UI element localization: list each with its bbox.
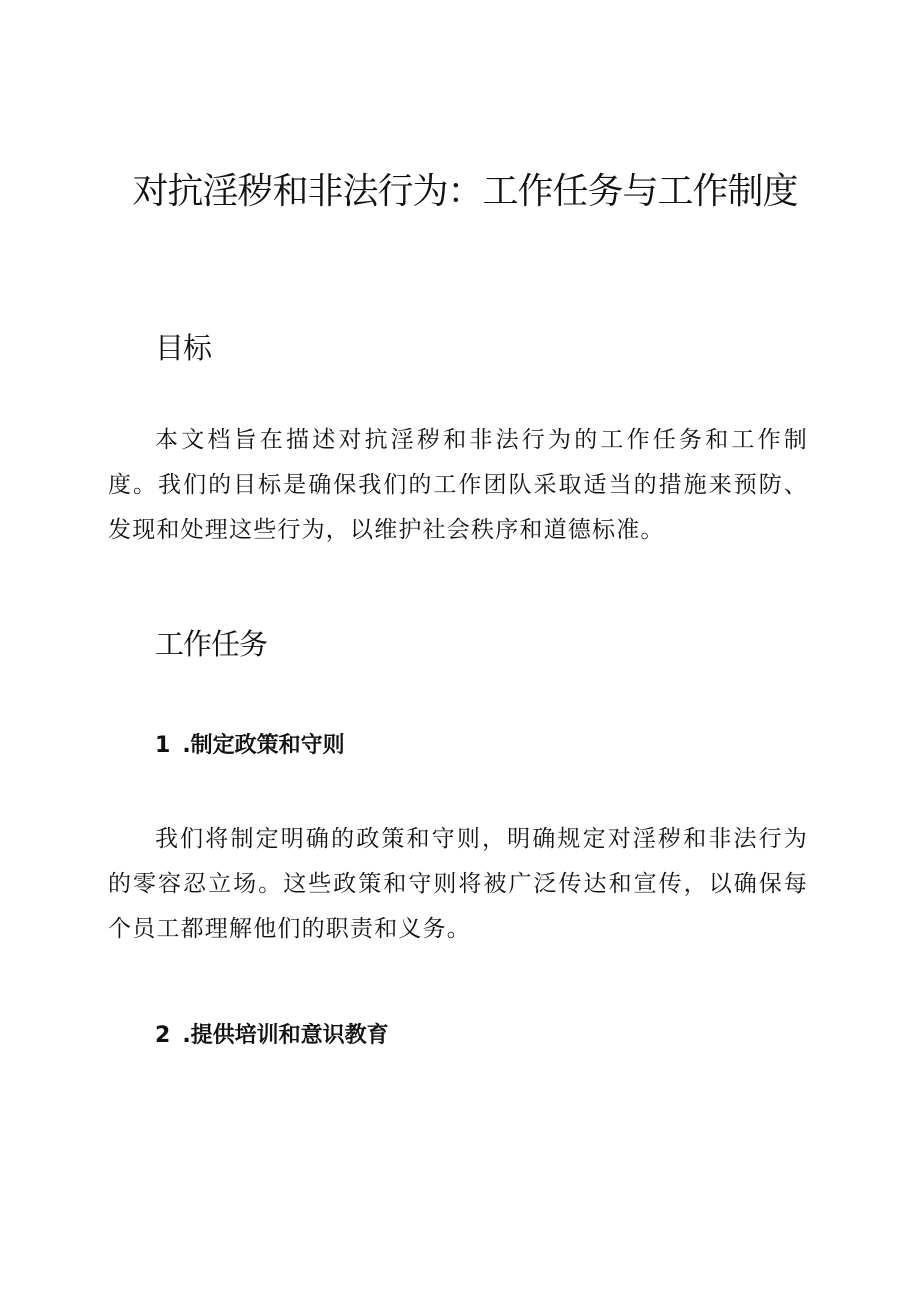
task-2-number: 2 <box>155 1023 171 1048</box>
task-2-heading <box>155 1020 389 1052</box>
section-heading-tasks: 工作任务 <box>155 627 268 661</box>
goal-paragraph: 本文档旨在描述对抗淫秽和非法行为的工作任务和工作制度。我们的目标是确保我们的工作团队采取适当的措施来预防、发现和处理这些行为，以维护社会秩序和道德标准。 <box>108 427 808 543</box>
task-1-title: .制定政策和守则 <box>182 733 345 758</box>
task-1-number: 1 <box>155 733 171 758</box>
document-title: 对抗淫秽和非法行为：工作任务与工作制度 <box>132 171 798 212</box>
section-heading-goal: 目标 <box>155 331 212 365</box>
task-2-title: .提供培训和意识教育 <box>182 1023 389 1048</box>
task-1-heading <box>155 730 345 762</box>
task-1-paragraph: 我们将制定明确的政策和守则，明确规定对淫秽和非法行为的零容忍立场。这些政策和守则将被广泛传达和宣传，以确保每个员工都理解他们的职责和义务。 <box>108 826 808 942</box>
